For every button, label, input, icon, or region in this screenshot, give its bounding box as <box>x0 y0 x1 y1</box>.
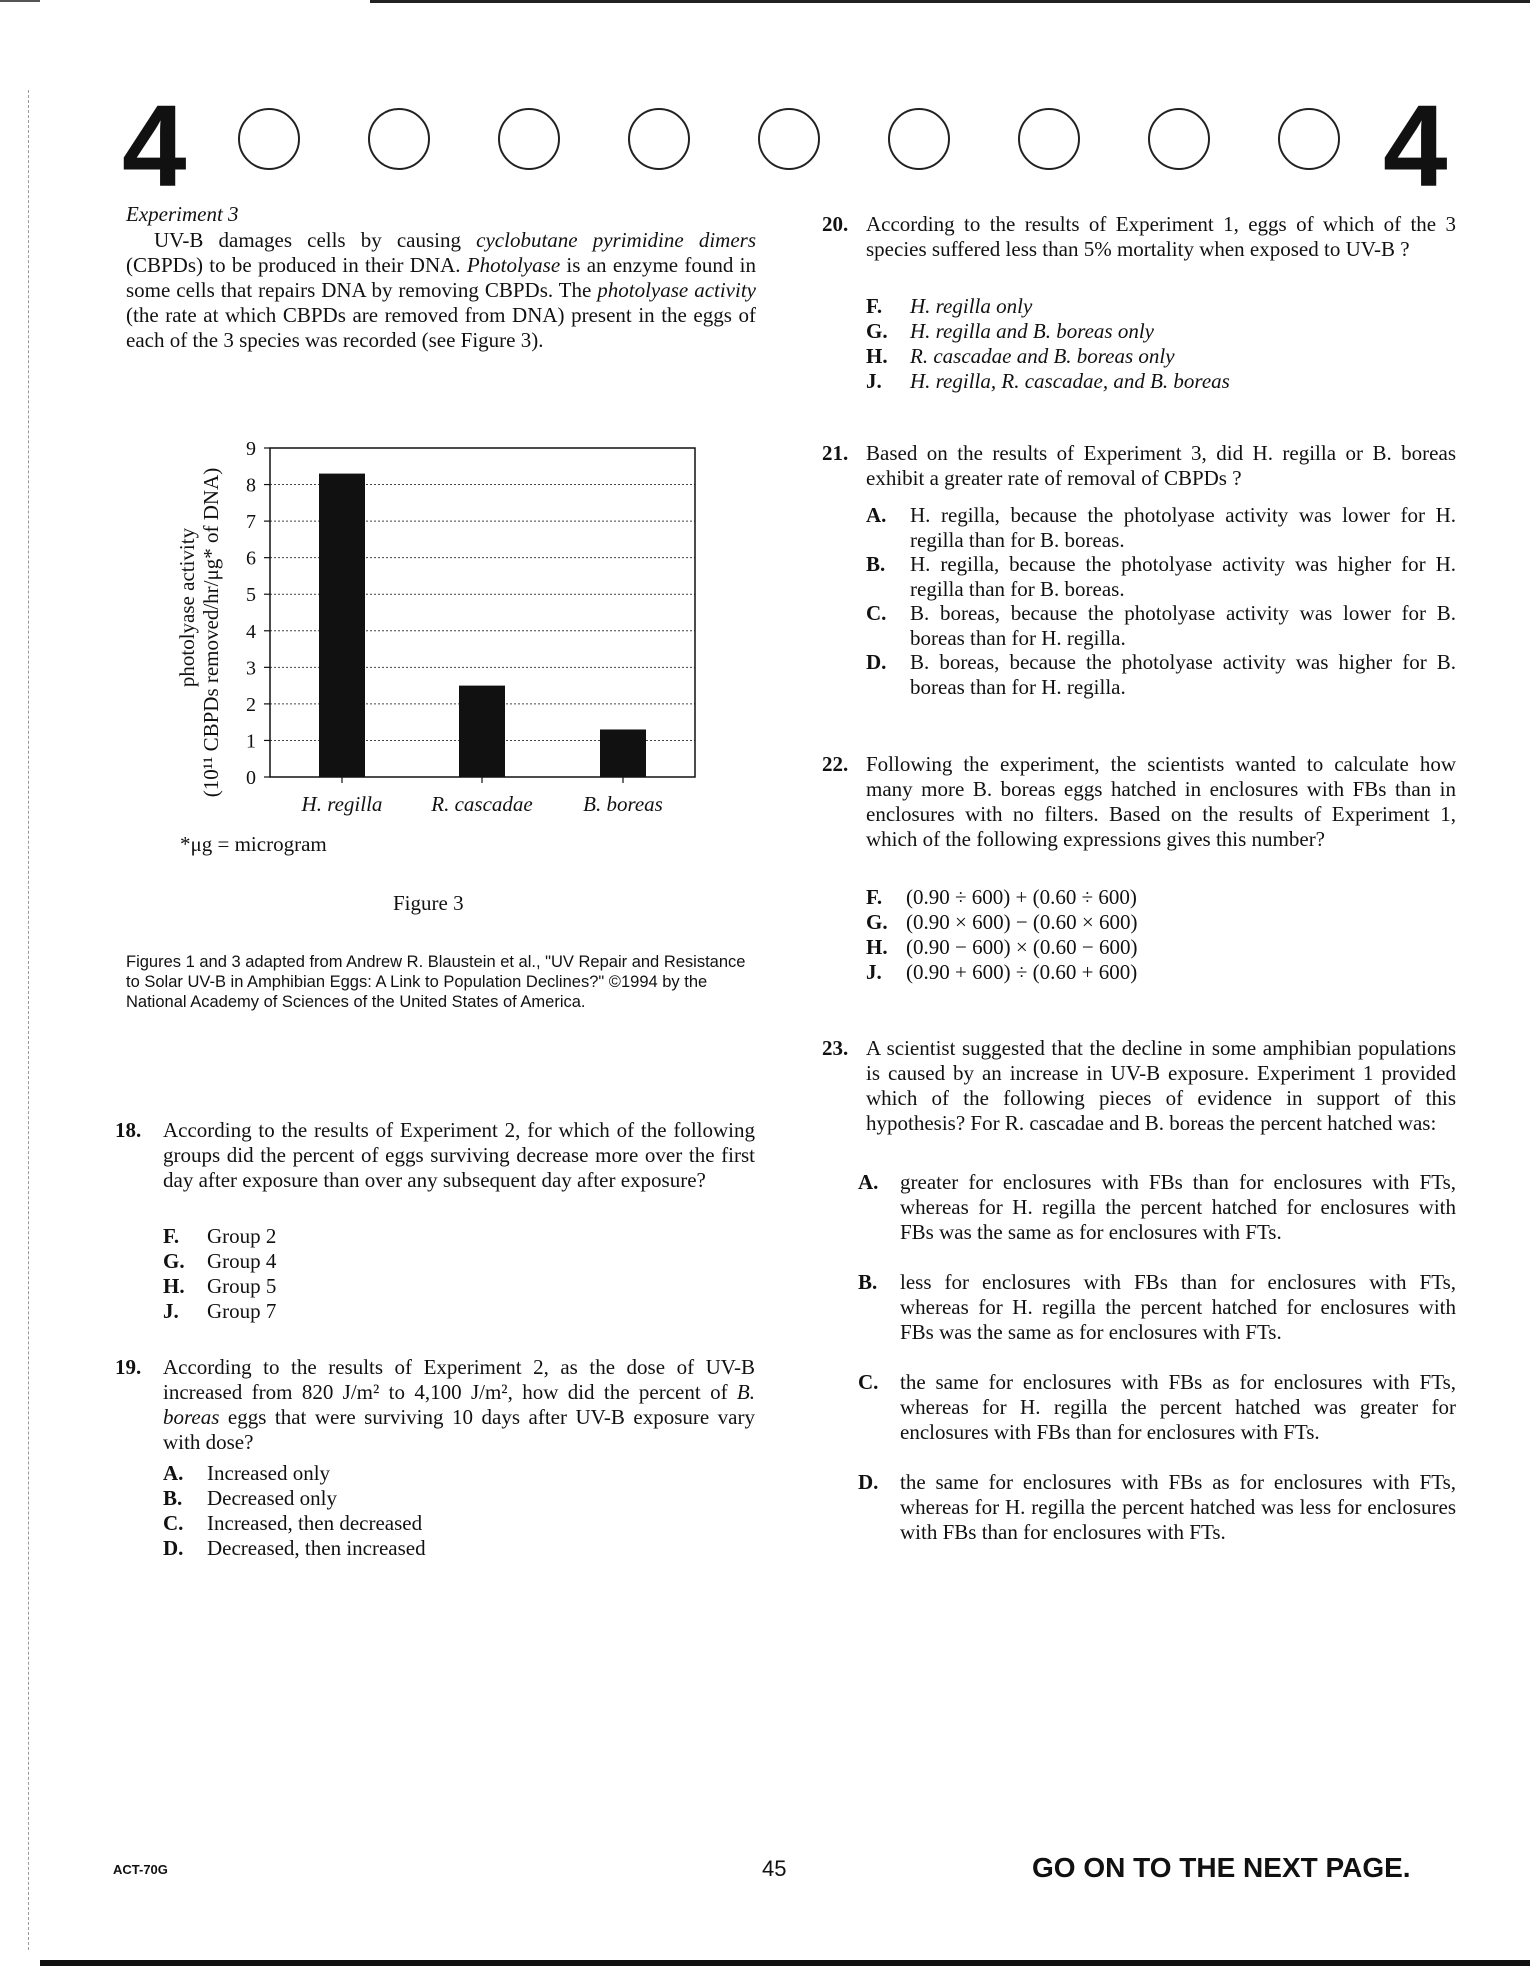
figure-3-chart <box>170 420 710 820</box>
answer-option[interactable]: F. H. regilla only <box>866 294 1033 318</box>
test-code: ACT-70G <box>113 1862 168 1877</box>
question-20 <box>822 212 1456 262</box>
header-circle <box>758 108 820 170</box>
answer-option[interactable]: B. H. regilla, because the photolyase activity was higher for H. regilla than for B. boreas. <box>866 552 1456 601</box>
experiment-heading: Experiment 3 <box>126 202 239 226</box>
question-text: According to the results of Experiment 2, as the dose of UV-B increased from 820 J/m² to 4,100 J/m², how did the percent of B. boreas eggs that were surviving 10 days after UV-B exposure vary with dose? <box>163 1355 755 1454</box>
experiment-paragraph: UV-B damages cells by causing cyclobutane pyrimidine dimers (CBPDs) to be produced in their DNA. Photolyase is an enzyme found in some cells that repairs DNA by removing CBPDs. The photolyase activity (the rate at which CBPDs are removed from DNA) present in the eggs of each of the 3 species was recorded (see Figure 3). <box>126 228 757 352</box>
answer-option[interactable]: H. R. cascadae and B. boreas only <box>866 344 1175 368</box>
answer-option[interactable]: J. H. regilla, R. cascadae, and B. boreas <box>866 369 1230 393</box>
answer-option[interactable]: D. the same for enclosures with FBs as for enclosures with FTs, whereas for H. regilla the percent hatched was less for enclosures with FBs than for enclosures with FTs. <box>858 1470 1456 1544</box>
y-tick-label: 5 <box>246 584 256 607</box>
next-page-notice: GO ON TO THE NEXT PAGE. <box>1032 1852 1411 1883</box>
y-tick-label: 0 <box>246 767 256 789</box>
figure-credit: Figures 1 and 3 adapted from Andrew R. Blaustein et al., "UV Repair and Resistance to Solar UV-B in Amphibian Eggs: A Link to Population Declines?" ©1994 by the National Academy of Sciences of the United States of America. <box>126 953 746 1011</box>
x-category-label: B. boreas <box>583 792 663 816</box>
question-text: A scientist suggested that the decline in some amphibian populations is caused by an increase in UV-B exposure. Experiment 1 provided which of the following pieces of evidence in support of this hypothesis? For R. cascadae and B. boreas the percent hatched was: <box>866 1036 1456 1135</box>
y-tick-label: 7 <box>246 511 256 534</box>
y-tick-label: 3 <box>246 657 256 680</box>
answer-option[interactable]: A. greater for enclosures with FBs than for enclosures with FTs, whereas for H. regilla the percent hatched for enclosures with FBs was the same as for enclosures with FTs. <box>858 1170 1456 1244</box>
top-rule <box>370 0 1530 3</box>
y-tick-label: 6 <box>246 547 256 570</box>
question-number: 22. <box>822 752 849 776</box>
page-number: 45 <box>762 1856 787 1881</box>
answer-option[interactable]: A. Increased only <box>163 1461 331 1485</box>
chart-footnote: *μg = microgram <box>180 832 327 856</box>
question-23 <box>822 1036 1456 1136</box>
answer-option[interactable]: F. Group 2 <box>163 1224 277 1248</box>
x-category-label: R. cascadae <box>431 792 533 816</box>
y-tick-label: 2 <box>246 693 256 716</box>
y-axis-label-line2: (10¹¹ CBPDs removed/hr/μg* of DNA) <box>199 467 223 798</box>
answer-option[interactable]: B. Decreased only <box>163 1486 338 1510</box>
bar-3 <box>600 729 646 777</box>
question-text: Following the experiment, the scientists wanted to calculate how many more B. boreas eggs hatched in enclosures with FBs than in enclosures with no filters. Based on the results of Experiment 1, which of the following expressions gives this number? <box>866 752 1456 851</box>
header-circle <box>1018 108 1080 170</box>
answer-option[interactable]: H. Group 5 <box>163 1274 277 1298</box>
y-tick-label: 4 <box>246 620 256 643</box>
question-number: 20. <box>822 212 849 236</box>
answer-option[interactable]: G. (0.90 × 600) − (0.60 × 600) <box>866 910 1138 934</box>
header-circle <box>498 108 560 170</box>
question-number: 21. <box>822 441 849 465</box>
x-category-label: H. regilla <box>301 792 383 816</box>
answer-option[interactable]: G. H. regilla and B. boreas only <box>866 319 1155 343</box>
section-number-right: 4 <box>1383 81 1448 211</box>
question-number: 19. <box>115 1355 142 1379</box>
figure-caption: Figure 3 <box>393 891 464 915</box>
answer-option[interactable]: C. B. boreas, because the photolyase activity was lower for B. boreas than for H. regilla. <box>866 601 1456 650</box>
header-circle <box>368 108 430 170</box>
answer-option[interactable]: G. Group 4 <box>163 1249 277 1273</box>
y-tick-label: 8 <box>246 474 256 497</box>
header-circle <box>628 108 690 170</box>
answer-option[interactable]: A. H. regilla, because the photolyase activity was lower for H. regilla than for B. boreas. <box>866 503 1456 552</box>
answer-option[interactable]: B. less for enclosures with FBs than for enclosures with FTs, whereas for H. regilla the percent hatched for enclosures with FBs was the same as for enclosures with FTs. <box>858 1270 1456 1344</box>
bar-1 <box>319 474 365 777</box>
header-circle <box>238 108 300 170</box>
question-22 <box>822 752 1456 852</box>
answer-option[interactable]: J. (0.90 + 600) ÷ (0.60 + 600) <box>866 960 1138 984</box>
header-circle <box>888 108 950 170</box>
question-text: According to the results of Experiment 1, eggs of which of the 3 species suffered less than 5% mortality when exposed to UV-B ? <box>866 212 1456 261</box>
y-tick-label: 9 <box>246 438 256 460</box>
question-21 <box>822 441 1456 491</box>
bottom-rule <box>40 1960 1530 1966</box>
header-circle <box>1278 108 1340 170</box>
answer-option[interactable]: H. (0.90 − 600) × (0.60 − 600) <box>866 935 1138 959</box>
answer-option[interactable]: D. B. boreas, because the photolyase activity was higher for B. boreas than for H. regilla. <box>866 650 1456 699</box>
header-circle <box>1148 108 1210 170</box>
answer-option[interactable]: F. (0.90 ÷ 600) + (0.60 ÷ 600) <box>866 885 1137 909</box>
answer-option[interactable]: J. Group 7 <box>163 1299 277 1323</box>
question-text: According to the results of Experiment 2, for which of the following groups did the percent of eggs surviving decrease more over the first day after exposure than over any subsequent day after exposure? <box>163 1118 755 1192</box>
answer-option[interactable]: C. Increased, then decreased <box>163 1511 423 1535</box>
y-axis-label-line1: photolyase activity <box>175 527 199 688</box>
question-18 <box>115 1118 755 1193</box>
question-number: 18. <box>115 1118 142 1142</box>
top-rule-left <box>0 0 40 2</box>
bar-2 <box>459 686 505 777</box>
scan-margin-marks <box>28 90 31 1950</box>
question-number: 23. <box>822 1036 849 1060</box>
answer-option[interactable]: C. the same for enclosures with FBs as for enclosures with FTs, whereas for H. regilla the percent hatched was greater for enclosures with FBs than for enclosures with FTs. <box>858 1370 1456 1444</box>
question-19 <box>115 1355 755 1455</box>
question-text: Based on the results of Experiment 3, did H. regilla or B. boreas exhibit a greater rate of removal of CBPDs ? <box>866 441 1456 490</box>
y-tick-label: 1 <box>246 730 256 753</box>
answer-option[interactable]: D. Decreased, then increased <box>163 1536 426 1560</box>
section-number-left: 4 <box>122 81 187 211</box>
